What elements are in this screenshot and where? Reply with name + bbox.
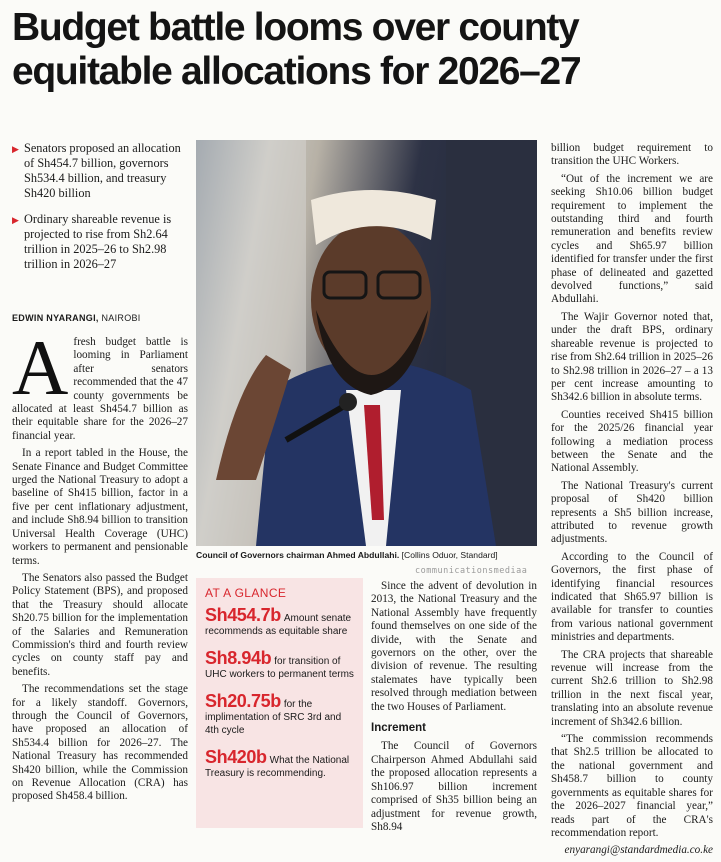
glance-stat — [205, 691, 354, 737]
body-paragraph: According to the Council of Governors, the first phase of identifying financial resources indicated that Sh65.97 billion is available for transfer to counties from various national government ministries and departments. — [551, 550, 713, 644]
glance-stat-text: What the National Treasury is recommending. — [205, 755, 350, 779]
body-paragraph: The Wajir Governor noted that, under the draft BPS, ordinary shareable revenue is projected to rise from Sh2.64 trillion in 2025–26 to Sh2.98 trillion in 2026–27 – a 13 per cent increase amounting to Sh342.6 billion in absolute terms. — [551, 310, 713, 404]
body-paragraph: Counties received Sh415 billion for the 2025/26 financial year following a mediation process between the Senate and the National Assembly. — [551, 408, 713, 475]
article-column-4 — [551, 142, 713, 862]
glance-stat — [205, 648, 354, 681]
body-paragraph: In a report tabled in the House, the Senate Finance and Budget Committee urged the National Treasury to adopt a baseline of Sh415 billion, factor in a five per cent inflationary adjustment, and include Sh8.94 billion to transition Universal Health Coverage (UHC) workers to permanent and pensionable terms. — [12, 447, 188, 567]
governor-photo — [196, 140, 537, 546]
glance-stat — [205, 747, 354, 780]
article-column-3 — [371, 580, 537, 838]
article-column-1 — [12, 324, 188, 808]
caption-text: Council of Governors chairman Ahmed Abdullahi. — [196, 550, 400, 560]
caption-credit: [Collins Oduor, Standard] — [399, 550, 498, 560]
byline-author: EDWIN NYARANGI, — [12, 313, 99, 323]
body-paragraph: “The commission recommends that Sh2.5 trillion be allocated to the national government and Sh458.7 billion to county governments as equitable shares for the 2026–2027 financial year,” reads part of the CRA's recommendation report. — [551, 733, 713, 839]
lead-text: fresh budget battle is looming in Parliament after senators recommended that the 47 county governments be allocated at least Sh454.7 billion as their equitable share for the 2026–27 financial year. — [12, 336, 188, 442]
glance-stat-text: Amount senate recommends as equitable share — [205, 613, 352, 637]
glance-stat-value: Sh420b — [205, 747, 267, 767]
glance-stat — [205, 605, 354, 638]
subheading-increment: Increment — [371, 722, 426, 735]
glance-stat-value: Sh20.75b — [205, 691, 281, 711]
body-paragraph: The Council of Governors Chairperson Ahmed Abdullahi said the proposed allocation represents a Sh106.97 billion increment comprised of Sh35 billion being an adjustment for revenue growth, Sh8.94 — [371, 740, 537, 833]
photo-caption — [196, 550, 537, 560]
headline: Budget battle looms over county equitable allocations for 2026–27 — [12, 6, 581, 93]
lead-paragraph — [12, 324, 188, 443]
body-paragraph: The CRA projects that shareable revenue will increase from the current Sh2.6 trillion to Sh2.98 trillion in the next fiscal year, translating into an absolute revenue increment of Sh342.6 billion. — [551, 648, 713, 728]
glance-stat-text: for the implimentation of SRC 3rd and 4th cycle — [205, 699, 342, 736]
body-paragraph: Since the advent of devolution in 2013, the National Treasury and the National Assembly have frequently found themselves on one side of the divide, with the Senate and governors on the other, over the division of revenue. The resulting stalemates have typically been resolved through mediation between the two Houses of Parliament. — [371, 580, 537, 713]
glance-stat-value: Sh454.7b — [205, 605, 281, 625]
byline-location: NAIROBI — [98, 313, 141, 323]
summary-bullet — [12, 141, 188, 201]
glance-stat-value: Sh8.94b — [205, 648, 272, 668]
red-triangle-icon: ▶ — [12, 145, 19, 155]
summary-bullets — [12, 141, 188, 283]
body-paragraph: “Out of the increment we are seeking Sh10.06 billion budget requirement to implement the outstanding third and fourth remuneration and benefits review cycles and Sh65.97 billion identified for transfer under the first phase of delineated and gazetted devolved functions,” said Abdullahi. — [551, 172, 713, 306]
body-paragraph: The Senators also passed the Budget Policy Statement (BPS), and proposed that the Treasury should allocate Sh20.75 billion for the implementation of the Salaries and Remuneration Commission's third and fourth review cycles on county staff pay and benefits. — [12, 571, 188, 678]
glance-title: AT A GLANCE — [205, 586, 287, 600]
body-paragraph: billion budget requirement to transition the UHC Workers. — [551, 142, 713, 168]
glance-stat-text: for transition of UHC workers to permanent terms — [205, 656, 354, 680]
summary-bullet — [12, 212, 188, 272]
summary-bullet-text: Senators proposed an allocation of Sh454.7 billion, governors Sh534.4 billion, and treasury Sh420 billion — [24, 141, 181, 200]
drop-cap: A — [12, 324, 69, 411]
summary-bullet-text: Ordinary shareable revenue is projected to rise from Sh2.64 trillion in 2025–26 to Sh2.98 trillion in 2026–27 — [24, 212, 172, 271]
photo-illustration — [196, 140, 537, 546]
body-paragraph: The National Treasury's current proposal of Sh420 billion represents a Sh5 billion increase, attributed to revenue growth adjustments. — [551, 479, 713, 546]
body-paragraph: The recommendations set the stage for a likely standoff. Governors, through the Council of Governors, have proposed an allocation of Sh534.4 billion for 2026–27. The National Treasury has recommended Sh420 billion, while the Commission on Revenue Allocation (CRA) has proposed Sh458.4 billion. — [12, 683, 188, 803]
red-triangle-icon: ▶ — [12, 216, 19, 226]
watermark-text: communicationsmediaa — [415, 566, 528, 576]
byline — [12, 313, 141, 323]
author-email: enyarangi@standardmedia.co.ke — [564, 844, 713, 857]
at-a-glance-box — [196, 578, 363, 828]
